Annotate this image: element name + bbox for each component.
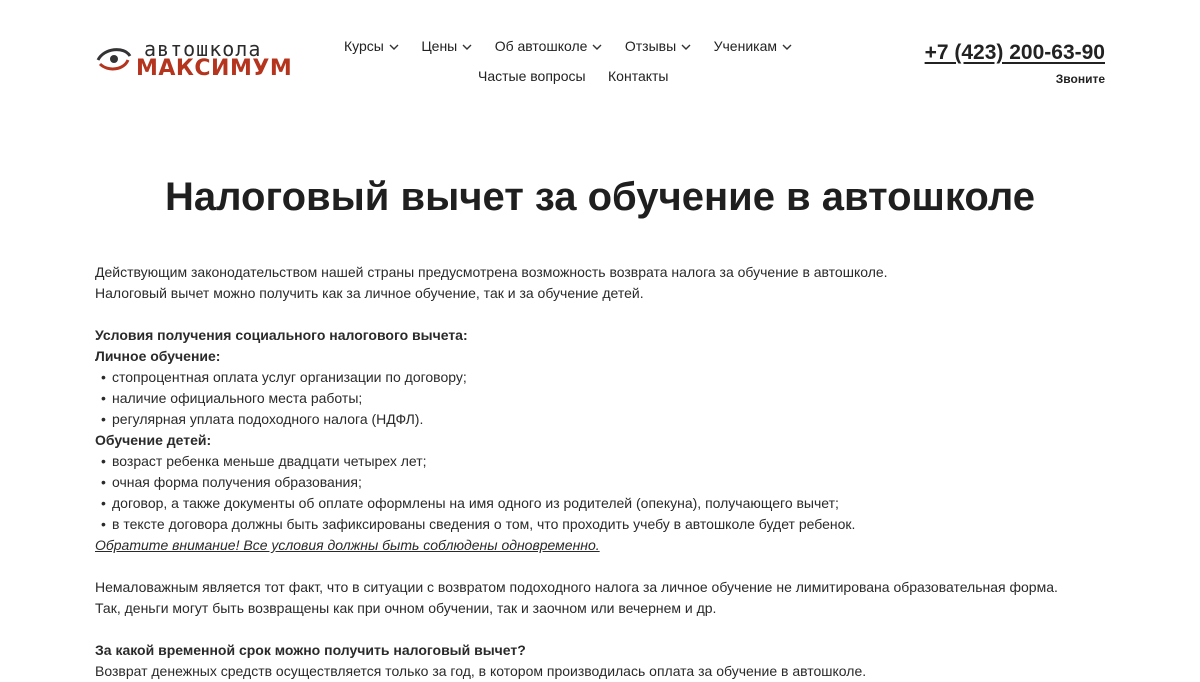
children-heading: Обучение детей:: [95, 432, 212, 448]
logo-bottom-text: МАКСИМУМ: [136, 56, 293, 81]
call-label: Звоните: [1055, 72, 1105, 86]
nav-item-label: Об автошколе: [494, 38, 588, 54]
list-item: • регулярная уплата подоходного налога (НДФЛ).: [101, 411, 424, 427]
nav-item-students[interactable]: [714, 36, 792, 56]
paragraph-line: Так, деньги могут быть возвращены как при очном обучении, так и заочном или вечернем и др.: [95, 600, 717, 616]
nav-item-prices[interactable]: [421, 36, 472, 56]
nav-item-faq[interactable]: Частые вопросы: [478, 68, 586, 84]
logo-swirl-icon: [94, 44, 134, 74]
nav-item-courses[interactable]: [344, 36, 399, 56]
article-content: [95, 262, 1105, 682]
nav-item-label: Цены: [421, 38, 458, 54]
intro-line-1: Действующим законодательством нашей страны предусмотрена возможность возврата налога за обучение в автошколе.: [95, 264, 888, 280]
list-item: • в тексте договора должны быть зафиксированы сведения о том, что проходить учебу в автошколе будет ребенок.: [101, 516, 856, 532]
period-text: Возврат денежных средств осуществляется только за год, в котором производилась оплата за обучение в автошколе.: [95, 663, 867, 679]
site-header: [0, 0, 1200, 110]
header-contact: [925, 40, 1105, 86]
conditions-heading: Условия получения социального налогового вычета:: [95, 327, 468, 343]
phone-link[interactable]: +7 (423) 200-63-90: [924, 41, 1105, 64]
chevron-down-icon: [681, 44, 691, 50]
nav-item-about[interactable]: [495, 36, 603, 56]
logo-top-text: автошкола: [144, 37, 262, 61]
list-item: • наличие официального места работы;: [101, 390, 363, 406]
nav-item-reviews[interactable]: [625, 36, 691, 56]
period-heading: За какой временной срок можно получить налоговый вычет?: [95, 642, 526, 658]
site-logo[interactable]: [94, 37, 293, 84]
nav-item-label: Отзывы: [624, 38, 677, 54]
nav-row-primary: [344, 36, 810, 56]
intro-line-2: Налоговый вычет можно получить как за личное обучение, так и за обучение детей.: [95, 285, 644, 301]
nav-row-secondary: [478, 66, 687, 86]
nav-item-contacts[interactable]: Контакты: [608, 68, 669, 84]
list-item: • стопроцентная оплата услуг организации по договору;: [101, 369, 467, 385]
page-title: Налоговый вычет за обучение в автошколе: [165, 175, 1035, 219]
chevron-down-icon: [389, 44, 399, 50]
chevron-down-icon: [782, 44, 792, 50]
chevron-down-icon: [462, 44, 472, 50]
list-item: • договор, а также документы об оплате оформлены на имя одного из родителей (опекуна), получающего вычет;: [101, 495, 839, 511]
attention-note: Обратите внимание! Все условия должны быть соблюдены одновременно.: [95, 537, 600, 553]
paragraph-line: Немаловажным является тот факт, что в ситуации с возвратом подоходного налога за личное обучение не лимитирована образовательная форма.: [95, 579, 1058, 595]
nav-item-label: Курсы: [344, 38, 384, 54]
personal-heading: Личное обучение:: [95, 348, 221, 364]
list-item: • возраст ребенка меньше двадцати четырех лет;: [101, 453, 427, 469]
list-item: • очная форма получения образования;: [101, 474, 362, 490]
chevron-down-icon: [592, 44, 602, 50]
nav-item-label: Ученикам: [713, 38, 777, 54]
